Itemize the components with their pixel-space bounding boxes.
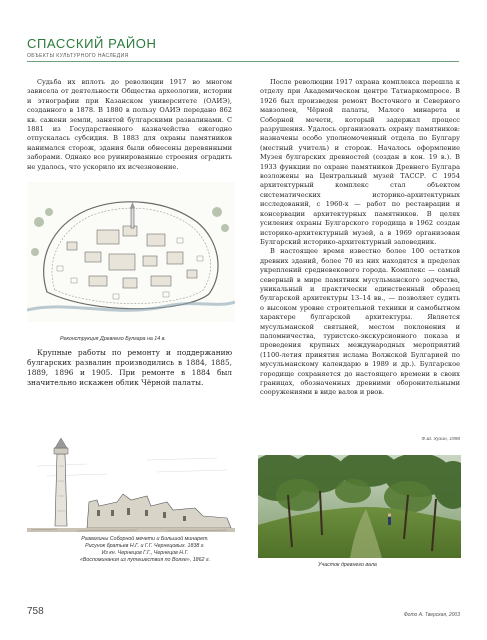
column-right-text: [260, 78, 460, 398]
figure-caption: Реконструкция Древнего Булгара на 14 в.: [60, 336, 166, 342]
column-left-text: [27, 78, 232, 172]
author-credit: Ф.Ш. Хузин, 1998: [421, 437, 460, 442]
caption-line: Из кн. Чернецов Г.Г., Чернецов Н.Г.: [101, 550, 189, 556]
caption-line: Рисунок братьев Н.Г. и Г.Г. Чернецовых. 1838 г.: [85, 543, 205, 549]
reconstruction-drawing: [27, 182, 235, 322]
paragraph: Судьба их вплоть до революции 1917 во многом зависела от деятельности Общества археологии, истории и этнографии при Казанском университете (ОАИЭ), созданного в 1878. В 1880 в пользу ОАИЭ передано 862 кв. сажени земли, занятой булгарскими развалинами. С 1881 из Государственного казначейства ежегодно отпускалась субсидия. В 1883 для охраны памятников нанимался сторож, здания были обнесены деревянными заборами. Однако все руинированные строения оградить не удалось, что ускорило их исчезновение.: [27, 78, 232, 171]
section-subtitle: ОБЪЕКТЫ КУЛЬТУРНОГО НАСЛЕДИЯ: [27, 53, 129, 59]
paragraph: Крупные работы по ремонту и поддержанию булгарских развалин производились в 1884, 1885, 1889, 1896 и 1905. При ремонте в 1884 был значительно искажен облик Чёрной палаты.: [27, 348, 232, 387]
reconstruction-figure: [27, 182, 235, 322]
rampart-photo: [258, 455, 461, 558]
ruins-drawing: [27, 436, 235, 532]
figure-caption: Участок древнего вала: [318, 562, 377, 568]
caption-line: Развалины Соборной мечети и Большой минарет.: [81, 536, 209, 542]
paragraph: В настоящее время известно более 100 остатков древних зданий, более 70 из них находятся в пределах укреплений средневекового города. Комплекс — самый северный в мире памятник мусульманского зодчества, уникальный и практически единственный образец булгарской архитектуры 13–14 вв., — позволяет судить о высоком уровне строительной техники и самобытном характере булгарской архитектуры. Является мусульманской святыней, местом поклонения и паломничества, туристско-экскурсионного показа и проведения крупных международных мероприятий (1100-летия принятия ислама Волжской Булгарией по мусульманскому календарю в 1989 и др.). Булгарское городище сохраняется до настоящего времени в своих границах, обозначенных древними оборонительными сооружениями в виде валов и рвов.: [260, 247, 460, 397]
ruins-figure: [27, 436, 235, 532]
rampart-photo-image: [258, 455, 461, 558]
header-divider: [27, 61, 459, 62]
column-left-lower-text: [27, 348, 232, 388]
figure-caption: [60, 536, 230, 564]
photo-credit: Фото А. Тверская, 2003: [403, 612, 460, 618]
section-title: СПАССКИЙ РАЙОН: [27, 36, 157, 51]
caption-line: «Воспоминания из путешествия по Волге», 1862 г.: [79, 557, 211, 563]
page-number: 758: [27, 606, 44, 617]
paragraph: После революции 1917 охрана комплекса перешла к отделу при Академическом центре Татнаркомпросе. В 1926 был произведен ремонт Восточного и Северного мавзолеев, Чёрной палаты, Малого минарета и Соборной мечети, который задержал процесс разрушения. Удалось организовать охрану памятников: назначены особо уполномоченный отдела по Булгару (местный учитель) и сторож. Началось оформление Музея булгарских древностей (создан в кон. 19 в.). В 1933 функции по охране памятников Древнего Булгара возложены на Центральный музей ТАССР. С 1954 архитектурный комплекс стал объектом систематических историко-архитектурных исследований, с 1960-х — работ по реставрации и консервации архитектурных памятников. В целях усиления охраны Булгарского городища в 1962 создан историко-архитектурный музей, а в 1969 организован Булгарский историко-архитектурный заповедник.: [260, 78, 460, 246]
